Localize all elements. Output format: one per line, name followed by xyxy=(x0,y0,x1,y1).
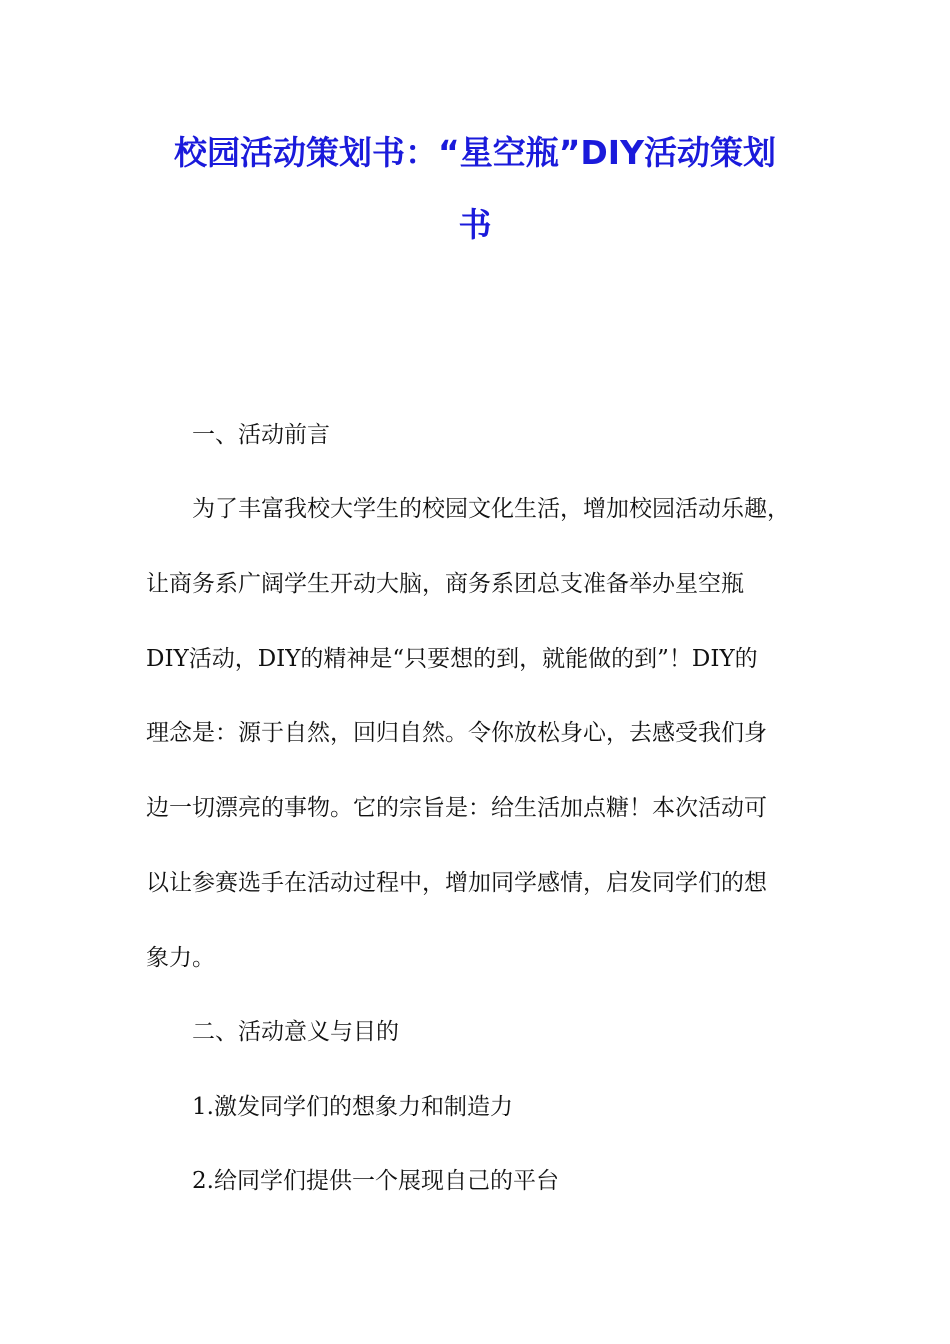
list-item: 1.激发同学们的想象力和制造力 xyxy=(192,1094,513,1120)
paragraph-line: 象力。 xyxy=(146,945,215,971)
list-item: 2.给同学们提供一个展现自己的平台 xyxy=(192,1168,559,1194)
paragraph-line: 理念是：源于自然，回归自然。令你放松身心，去感受我们身 xyxy=(146,720,767,746)
paragraph-line: 以让参赛选手在活动过程中，增加同学感情，启发同学们的想 xyxy=(146,870,767,896)
paragraph-line: 为了丰富我校大学生的校园文化生活，增加校园活动乐趣， xyxy=(192,496,790,522)
section-heading-preface: 一、活动前言 xyxy=(192,422,330,448)
paragraph-line: 边一切漂亮的事物。它的宗旨是：给生活加点糖！本次活动可 xyxy=(146,795,767,821)
section-heading-purpose: 二、活动意义与目的 xyxy=(192,1019,399,1045)
paragraph-line: 让商务系广阔学生开动大脑，商务系团总支准备举办星空瓶 xyxy=(146,571,744,597)
document-title-line-1: 校园活动策划书：“星空瓶”DIY活动策划 xyxy=(174,133,776,172)
document-title-line-2: 书 xyxy=(458,205,492,244)
paragraph-line: DIY活动，DIY的精神是“只要想的到，就能做的到”！DIY的 xyxy=(146,646,758,672)
